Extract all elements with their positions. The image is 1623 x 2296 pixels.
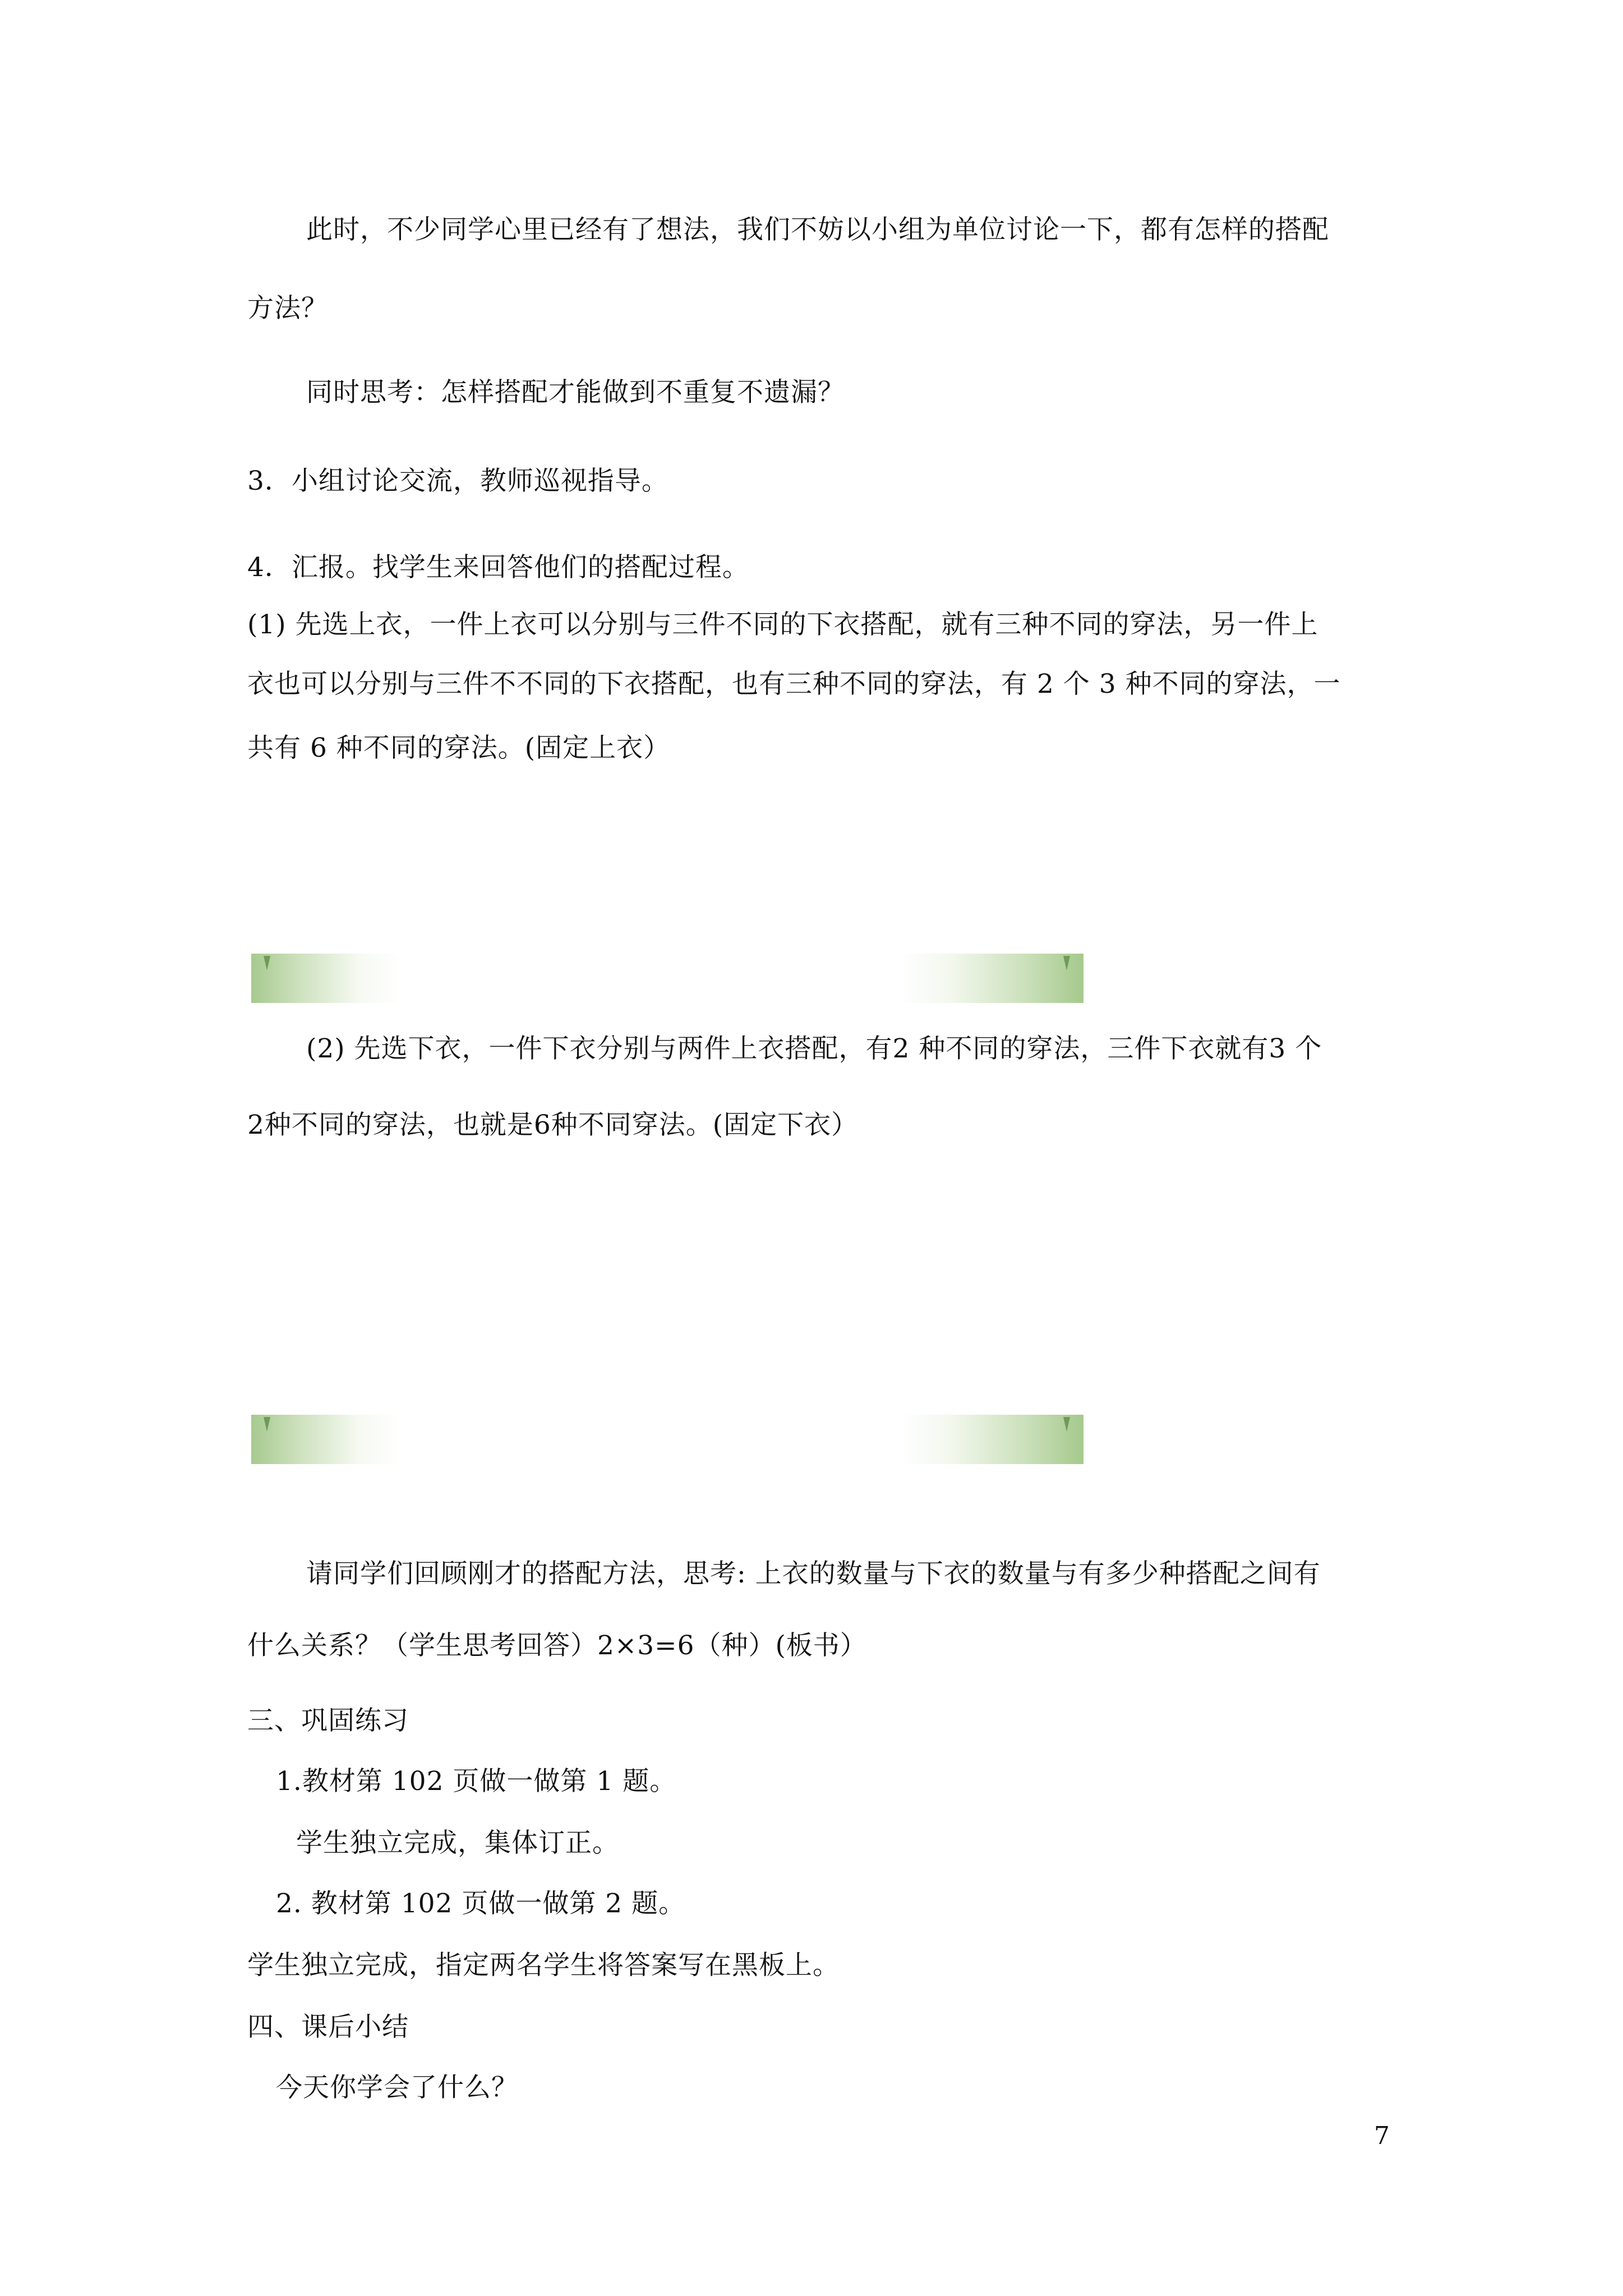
paragraph-line-2: 方法？ xyxy=(247,293,328,324)
section-heading-summary: 四、课后小结 xyxy=(247,2012,409,2042)
paragraph-line-3: 同时思考：怎样搭配才能做到不重复不遗漏？ xyxy=(306,377,845,408)
leaf-tick-icon xyxy=(264,956,270,970)
paragraph-line-16: 2. 教材第 102 页做一做第 2 题。 xyxy=(276,1888,686,1919)
page-number: 7 xyxy=(1374,2122,1390,2150)
paragraph-line-14: 1.教材第 102 页做一做第 1 题。 xyxy=(276,1766,677,1797)
paragraph-line-1: 此时，不少同学心里已经有了想法，我们不妨以小组为单位讨论一下，都有怎样的搭配 xyxy=(306,214,1329,245)
leaf-tick-icon xyxy=(264,1417,270,1432)
paragraph-line-8: 共有 6 种不同的穿法。(固定上衣） xyxy=(247,733,671,763)
paragraph-line-7: 衣也可以分别与三件不不同的下衣搭配，也有三种不同的穿法，有 2 个 3 种不同的穿法，一 xyxy=(247,669,1341,700)
decorative-green-bar-2 xyxy=(251,1415,1083,1464)
paragraph-line-4: 3．小组讨论交流，教师巡视指导。 xyxy=(247,466,668,496)
paragraph-line-11: 请同学们回顾刚才的搭配方法，思考: 上衣的数量与下衣的数量与有多少种搭配之间有 xyxy=(306,1558,1321,1589)
paragraph-line-10: 2种不同的穿法，也就是6种不同穿法。(固定下衣） xyxy=(247,1110,859,1140)
leaf-tick-icon xyxy=(1063,956,1070,970)
paragraph-line-17: 学生独立完成，指定两名学生将答案写在黑板上。 xyxy=(247,1950,840,1981)
decorative-green-bar-1 xyxy=(251,954,1083,1003)
leaf-tick-icon xyxy=(1063,1417,1070,1432)
paragraph-line-5: 4．汇报。找学生来回答他们的搭配过程。 xyxy=(247,552,749,583)
paragraph-line-12: 什么关系？（学生思考回答）2×3=6（种）(板书） xyxy=(247,1630,867,1661)
paragraph-line-9: (2) 先选下衣，一件下衣分别与两件上衣搭配，有2 种不同的穿法，三件下衣就有3 个 xyxy=(306,1033,1322,1064)
paragraph-line-6: (1) 先选上衣，一件上衣可以分别与三件不同的下衣搭配，就有三种不同的穿法，另一件上 xyxy=(247,609,1318,640)
paragraph-line-19: 今天你学会了什么？ xyxy=(276,2072,518,2103)
paragraph-line-15: 学生独立完成，集体订正。 xyxy=(296,1828,619,1858)
section-heading-practice: 三、巩固练习 xyxy=(247,1705,409,1736)
